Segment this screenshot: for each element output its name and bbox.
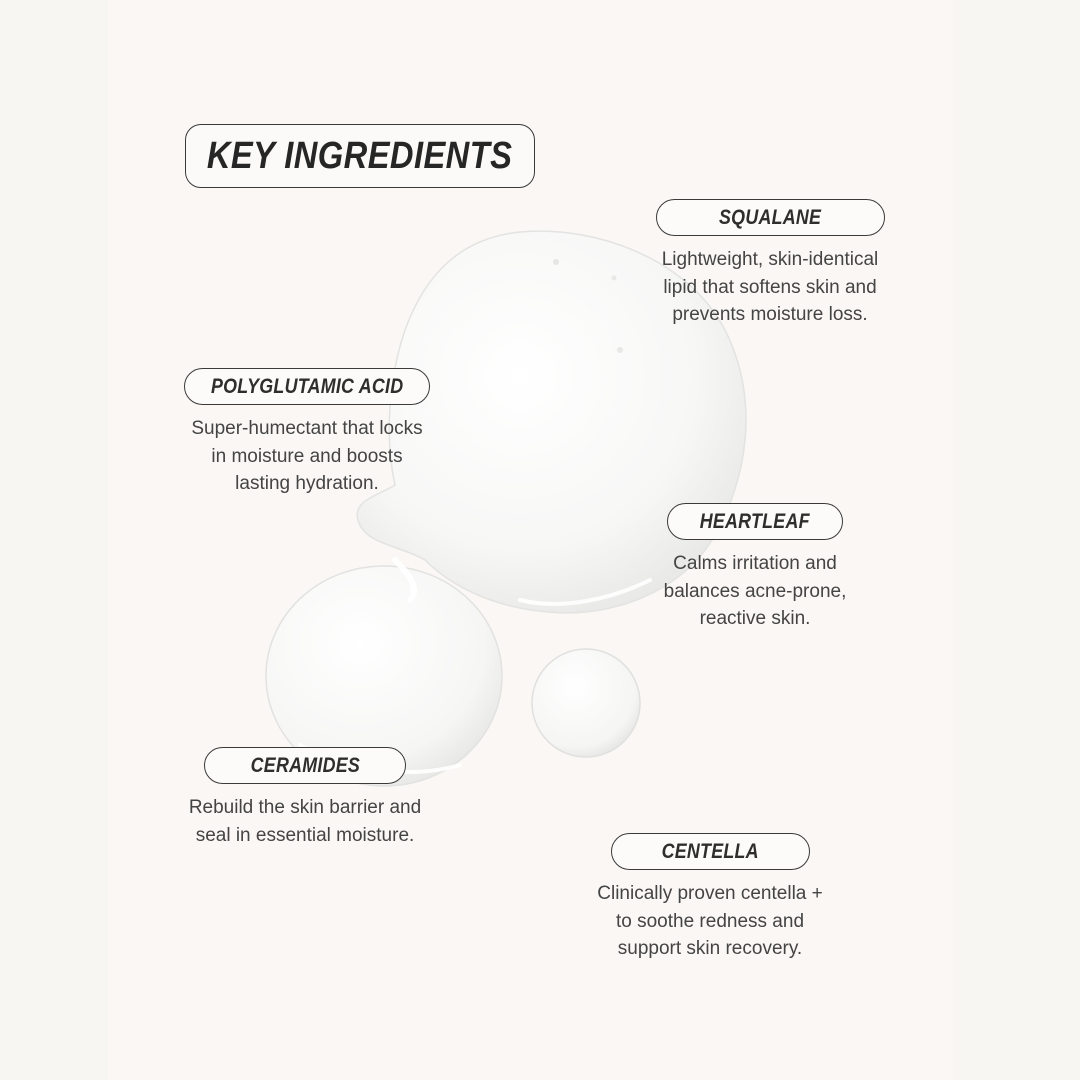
ingredient-description: Rebuild the skin barrier and seal in essential moisture. (188, 797, 422, 846)
ingredient-name: CERAMIDES (250, 753, 360, 777)
ingredient-ceramides (170, 747, 440, 849)
ingredient-polyglutamic-acid (176, 368, 438, 498)
ingredient-description: Lightweight, skin-identical lipid that softens skin and prevents moisture loss. (661, 249, 879, 325)
ingredient-heartleaf (645, 503, 865, 633)
ingredient-squalane (645, 199, 895, 329)
ingredient-name: HEARTLEAF (699, 509, 811, 533)
ingredient-name-badge (656, 199, 885, 236)
page-title: KEY INGREDIENTS (207, 134, 513, 177)
ingredient-name-badge (667, 503, 843, 540)
ingredient-name: SQUALANE (718, 205, 822, 229)
ingredient-name-badge (204, 747, 406, 784)
ingredient-centella (575, 833, 845, 963)
ingredient-name: POLYGLUTAMIC ACID (210, 374, 404, 398)
ingredient-name: CENTELLA (661, 839, 759, 863)
ingredient-name-badge (611, 833, 810, 870)
title-badge (185, 124, 535, 188)
ingredient-description: Clinically proven centella + to soothe redness and support skin recovery. (597, 883, 823, 959)
ingredient-description: Super-humectant that locks in moisture and boosts lasting hydration. (191, 418, 423, 494)
ingredient-description: Calms irritation and balances acne-prone, reactive skin. (663, 553, 847, 629)
ingredient-name-badge (184, 368, 430, 405)
